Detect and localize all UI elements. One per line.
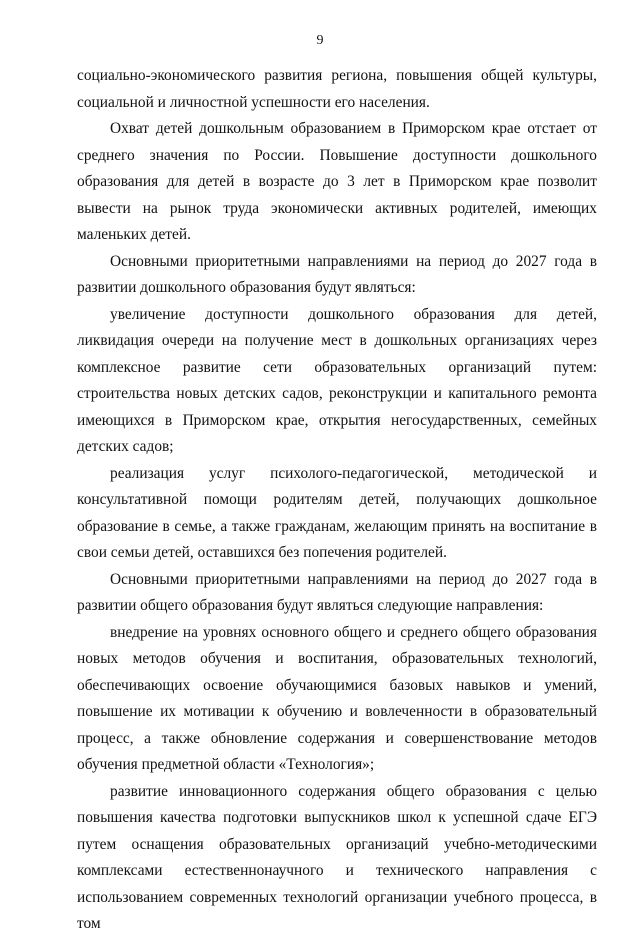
paragraph-preschool-consulting: реализация услуг психолого-педагогической, методической и консультативной помощи родителям детей, получающих дошкольное образование в семье, а также гражданам, желающим принять на воспитание в свои семьи детей, оставшихся без попечения родителей. — [77, 464, 597, 561]
paragraph-continuation: социально-экономического развития региона, повышения общей культуры, социальной и личностной успешности его населения. — [77, 67, 597, 111]
body-text — [77, 63, 597, 938]
paragraph-general-new-methods: внедрение на уровнях основного общего и среднего общего образования новых методов обучения и воспитания, образовательных технологий, обеспечивающих освоение обучающимися базовых навыков и умений, повышение их мотивации к обучению и вовлеченности в образовательный процесс, а также обновление содержания и совершенствование методов обучения предметной области «Технология»; — [77, 623, 597, 773]
paragraph-general-priorities-intro: Основными приоритетными направлениями на период до 2027 года в развитии общего образования будут являться следующие направления: — [77, 570, 597, 614]
paragraph-preschool-coverage: Охват детей дошкольным образованием в Приморском крае отстает от среднего значения по России. Повышение доступности дошкольного образования для детей в возрасте до 3 лет в Приморском крае позволит вывести на рынок труда экономически активных родителей, имеющих маленьких детей. — [77, 120, 597, 243]
page-number: 9 — [316, 33, 324, 48]
paragraph-general-innovation: развитие инновационного содержания общего образования с целью повышения качества подготовки выпускников школ к успешной сдаче ЕГЭ путем оснащения образовательных организаций учебно-методическими комплексами естественнонаучного и технического направления с использованием современных технологий организации учебного процесса, в том — [77, 782, 597, 932]
paragraph-preschool-priorities-intro: Основными приоритетными направлениями на период до 2027 года в развитии дошкольного образования будут являться: — [77, 252, 597, 296]
paragraph-preschool-accessibility: увеличение доступности дошкольного образования для детей, ликвидация очереди на получение мест в дошкольных организациях через комплексное развитие сети образовательных организаций путем: строительства новых детских садов, реконструкции и капитального ремонта имеющихся в Приморском крае, открытия негосударственных, семейных детских садов; — [77, 305, 597, 455]
